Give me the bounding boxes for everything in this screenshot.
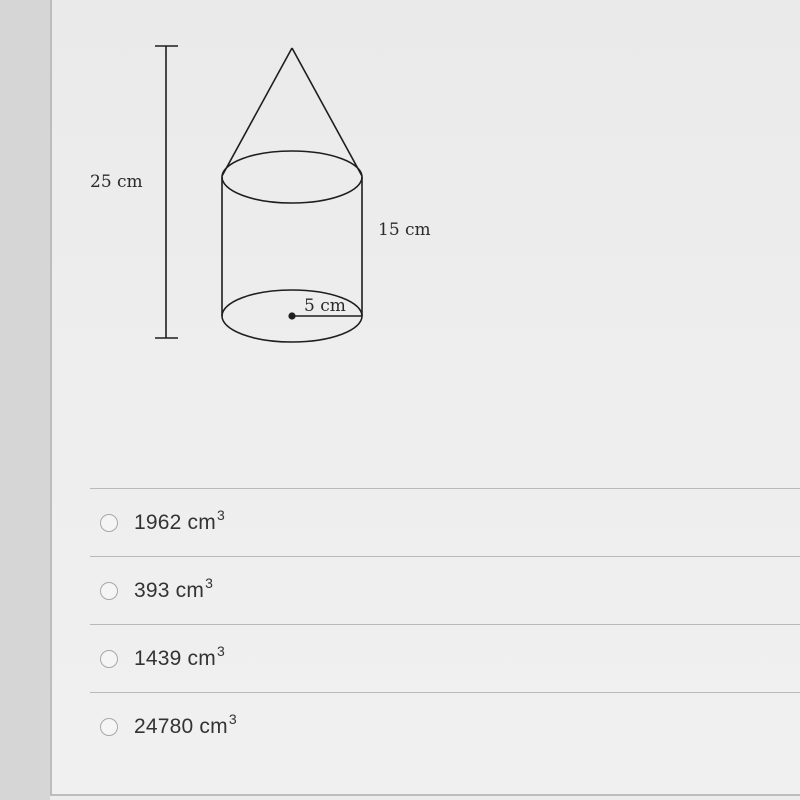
cone-cylinder-figure — [52, 0, 800, 380]
cylinder-top-ellipse — [222, 151, 362, 203]
answer-option-1[interactable] — [90, 488, 800, 556]
cone-left-edge — [222, 48, 292, 176]
radius-label: 5 cm — [304, 296, 346, 316]
center-point — [288, 312, 295, 319]
question-card — [50, 0, 800, 796]
option-exponent: 3 — [205, 574, 214, 591]
option-value: 393 cm — [134, 578, 205, 602]
answer-option-3[interactable] — [90, 624, 800, 692]
option-exponent: 3 — [216, 506, 225, 523]
figure-drawing — [52, 0, 800, 380]
answer-option-2[interactable] — [90, 556, 800, 624]
option-label — [134, 506, 225, 535]
radio-button[interactable] — [100, 514, 118, 532]
option-exponent: 3 — [216, 642, 225, 659]
option-label — [134, 642, 225, 671]
option-value: 24780 cm — [134, 714, 228, 738]
option-label — [134, 710, 237, 739]
option-value: 1439 cm — [134, 646, 216, 670]
radio-button[interactable] — [100, 582, 118, 600]
radio-button[interactable] — [100, 718, 118, 736]
left-gutter — [0, 0, 50, 800]
total-height-label: 25 cm — [90, 172, 143, 192]
cone-right-edge — [292, 48, 362, 176]
cylinder-height-label: 15 cm — [378, 220, 431, 240]
answer-option-4[interactable] — [90, 692, 800, 760]
radio-button[interactable] — [100, 650, 118, 668]
option-exponent: 3 — [228, 710, 237, 727]
option-label — [134, 574, 214, 603]
answer-options — [90, 488, 800, 760]
option-value: 1962 cm — [134, 510, 216, 534]
